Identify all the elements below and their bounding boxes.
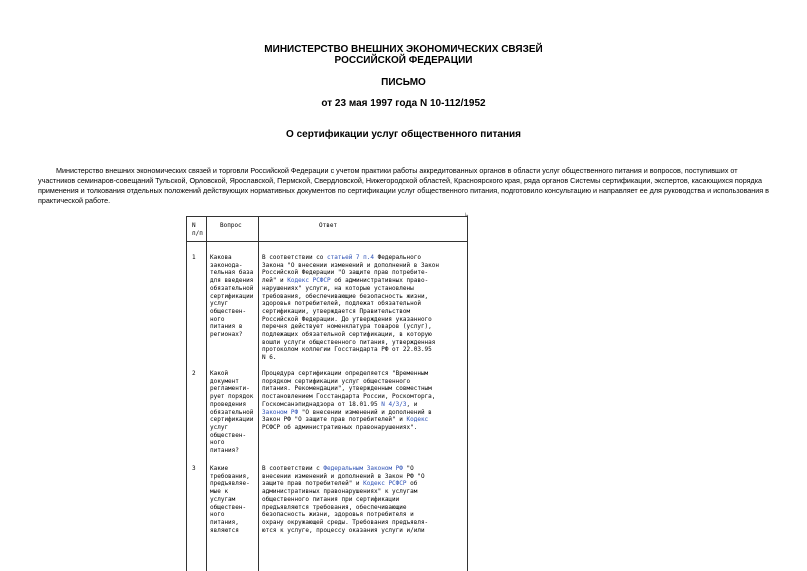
row-question: Какие требования, предъявляе- мые к услугам обществен- ного питания, являются: [210, 465, 250, 534]
answer-text: "О внесении изменений и дополнений в Закон РФ "О защите прав потребителей" и: [262, 408, 432, 424]
table-corner-mark: ↳: [464, 212, 470, 219]
answer-text: , и: [406, 400, 418, 408]
answer-text: об административных право- нарушениях" услуги, на которые установлены требования, обеспечивающие безопасность жизни, здоровья потребителей, подлежат обязательной сертификации, утверждается Правительством Российской Федерации. До утверждения указанного перечня действует номенклатура товаров (услуг), подлежащих обязательной сертификации, в которую вошли услуги общественного питания, утвержденная протоколом коллегии Госстандарта РФ от 22.03.95 N 6.: [262, 277, 436, 362]
legal-reference-link[interactable]: Кодекс: [406, 416, 429, 424]
row-answer: [262, 465, 428, 534]
legal-reference-link[interactable]: статьей 7 п.4: [327, 254, 374, 261]
header-number: N п/п: [192, 222, 203, 237]
header-divider: [187, 241, 467, 242]
qa-table: [186, 216, 468, 571]
intro-paragraph: Министерство внешних экономических связей и торговли Российской Федерации с учетом практики работы аккредитованных органов в области услуг общественного питания и вопросов, поступивших от участников семинаров-совещаний Тульской, Орловской, Ярославской, Пермской, Свердловской, Нижегородской областей, Красноярского края, ряда органов Системы сертификации, экспертов, касающихся порядка применения и толкования отдельных положений действующих нормативных документов по сертификации услуг общественного питания, подготовило консультацию и направляет ее для руководства и использования в практической работе.: [38, 166, 769, 205]
legal-reference-link[interactable]: Федеральным Законом РФ: [323, 465, 403, 472]
row-answer: [262, 254, 439, 362]
ministry-title: МИНИСТЕРСТВО ВНЕШНИХ ЭКОНОМИЧЕСКИХ СВЯЗЕЙ РОССИЙСКОЙ ФЕДЕРАЦИИ: [264, 44, 543, 66]
answer-text: В соответствии с: [262, 465, 324, 472]
header-question: Вопрос: [220, 222, 242, 229]
row-number: 3: [192, 465, 196, 472]
legal-reference-link[interactable]: Кодекс РСФСР: [287, 277, 331, 285]
row-number: 1: [192, 254, 196, 261]
document-subject: О сертификации услуг общественного питания: [286, 129, 521, 140]
legal-reference-link[interactable]: N 4/3/3: [381, 400, 407, 408]
answer-text: Процедура сертификации определяется "Временным порядком сертификации услуг общественного питания. Рекомендации", утвержденным совместным постановлением Госстандарта России, Роскомторга, Госкомсанэпиднадзора от 18.01.95: [262, 370, 436, 408]
row-question: Какова законода- тельная база для введения обязательной сертификации услуг обществен- ного питания в регионах?: [210, 254, 254, 339]
legal-reference-link[interactable]: Кодекс РСФСР: [363, 480, 407, 488]
column-divider: [258, 217, 259, 571]
answer-text: РСФСР об административных правонарушениях".: [262, 423, 418, 431]
document-type: ПИСЬМО: [381, 77, 426, 88]
row-question: Какой документ регламенти- рует порядок проведения обязательной сертификации услуг обществен- ного питания?: [210, 370, 254, 455]
row-number: 2: [192, 370, 196, 377]
column-divider: [206, 217, 207, 571]
document-date-number: от 23 мая 1997 года N 10-112/1952: [321, 98, 486, 109]
answer-text: "О внесении изменений и дополнений в Закон РФ "О защите прав потребителей" и: [262, 465, 425, 488]
answer-text: В соответствии со: [262, 254, 328, 261]
answer-text: об административных правонарушениях" к услугам общественного питания при сертификации предъявляются требования, обеспечивающие безопасность жизни, здоровья потребителя и охрану окружающей среды. Требования предъявля- ются к услуге, процессу оказания услуги и/или: [262, 480, 429, 534]
answer-text: Федерального Закона "О внесении изменений и дополнений в Закон Российской Федерации "О защите прав потребите- лей" и: [262, 254, 440, 285]
header-answer: Ответ: [319, 222, 338, 229]
legal-reference-link[interactable]: Законом РФ: [262, 408, 299, 416]
row-answer: [262, 370, 435, 432]
